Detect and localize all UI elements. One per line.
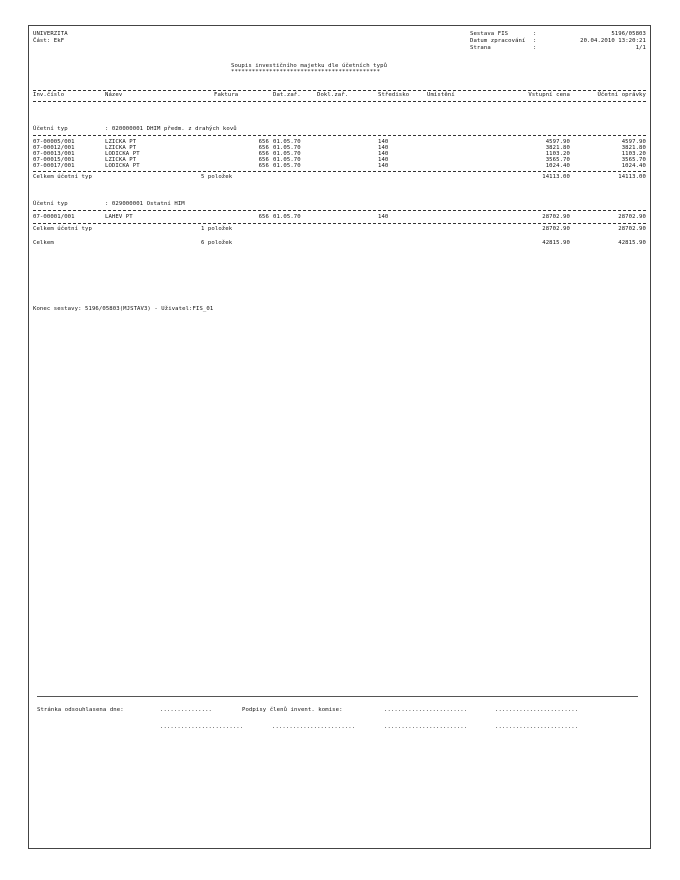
cell-date: 01.05.70 xyxy=(273,145,301,151)
cell-center: 140 xyxy=(378,163,389,169)
cell-invoice: 656 xyxy=(258,151,269,157)
cell-price: 28702.90 xyxy=(542,214,570,220)
cell-price: 3565.70 xyxy=(545,157,570,163)
meta-colon: : xyxy=(533,38,537,44)
end-of-report: Konec sestavy: 5196/05803(MJSTAV3) - Uživatel:FIS_01 xyxy=(33,306,214,312)
grand-total-depr: 42815.90 xyxy=(618,240,646,246)
cell-date: 01.05.70 xyxy=(273,214,301,220)
col-date: Dat.zař. xyxy=(273,92,301,98)
col-doc: Dokl.zař. xyxy=(317,92,349,98)
group-total-label: Celkem účetní typ xyxy=(33,174,92,180)
cell-inv: 07-00005/001 xyxy=(33,139,75,145)
col-location: Umístění xyxy=(427,92,455,98)
header-rule-bottom xyxy=(33,101,646,102)
group-total-rule xyxy=(33,223,646,224)
cell-date: 01.05.70 xyxy=(273,163,301,169)
cell-center: 140 xyxy=(378,139,389,145)
signature-blank: ........................ xyxy=(384,707,468,713)
col-price: Vstupní cena xyxy=(528,92,570,98)
cell-invoice: 656 xyxy=(258,145,269,151)
group-total-count: 5 položek xyxy=(201,174,233,180)
cell-name: LODICKA PT xyxy=(105,163,140,169)
group-total-price: 28702.90 xyxy=(542,226,570,232)
cell-depr: 3565.70 xyxy=(621,157,646,163)
group-code: : 020000001 DHIM předm. z drahých kovů xyxy=(105,126,237,132)
cell-name: LODICKA PT xyxy=(105,151,140,157)
meta-colon: : xyxy=(533,45,537,51)
cell-center: 140 xyxy=(378,145,389,151)
col-depr: Účetní oprávky xyxy=(597,92,646,98)
signature-blank: ........................ xyxy=(384,724,468,730)
cell-inv: 07-00001/001 xyxy=(33,214,75,220)
signature-blank: ........................ xyxy=(272,724,356,730)
cell-depr: 28702.90 xyxy=(618,214,646,220)
cell-depr: 4597.90 xyxy=(621,139,646,145)
grand-total-price: 42815.90 xyxy=(542,240,570,246)
cell-invoice: 656 xyxy=(258,139,269,145)
group-label: Účetní typ xyxy=(33,126,68,132)
cell-inv: 07-00015/001 xyxy=(33,157,75,163)
org-part: Část: EkF xyxy=(33,38,65,44)
cell-invoice: 656 xyxy=(258,157,269,163)
cell-depr: 1103.20 xyxy=(621,151,646,157)
meta-label-page: Strana xyxy=(470,45,491,51)
cell-name: LZICKA PT xyxy=(105,145,137,151)
meta-report-id: 5196/05803 xyxy=(611,31,646,37)
cell-center: 140 xyxy=(378,151,389,157)
cell-center: 140 xyxy=(378,214,389,220)
meta-colon: : xyxy=(533,31,537,37)
cell-price: 1024.40 xyxy=(545,163,570,169)
col-invoice: Faktura xyxy=(214,92,239,98)
cell-name: LZICKA PT xyxy=(105,157,137,163)
approved-label: Stránka odsouhlasena dne: xyxy=(37,707,124,713)
grand-total-count: 6 položek xyxy=(201,240,233,246)
cell-name: LAHEV PT xyxy=(105,214,133,220)
col-center: Středisko xyxy=(378,92,410,98)
cell-name: LZICKA PT xyxy=(105,139,137,145)
group-rule xyxy=(33,210,646,211)
report-title: Soupis investičního majetku dle účetních typů xyxy=(231,63,388,69)
group-code: : 029000001 Ostatní HIM xyxy=(105,201,185,207)
org-name: UNIVERZITA xyxy=(33,31,68,37)
approved-date-blank: ............... xyxy=(160,707,213,713)
group-total-price: 14113.00 xyxy=(542,174,570,180)
cell-date: 01.05.70 xyxy=(273,139,301,145)
cell-price: 4597.90 xyxy=(545,139,570,145)
group-total-depr: 28702.90 xyxy=(618,226,646,232)
col-name: Název xyxy=(105,92,123,98)
meta-label-date: Datum zpracování xyxy=(470,38,526,44)
cell-depr: 1024.40 xyxy=(621,163,646,169)
group-rule xyxy=(33,135,646,136)
grand-total-label: Celkem xyxy=(33,240,54,246)
signatures-label: Podpisy členů invent. komise: xyxy=(242,707,343,713)
meta-page: 1/1 xyxy=(635,45,646,51)
header-rule-top xyxy=(33,90,646,91)
cell-date: 01.05.70 xyxy=(273,157,301,163)
cell-invoice: 656 xyxy=(258,163,269,169)
group-total-depr: 14113.00 xyxy=(618,174,646,180)
signature-blank: ........................ xyxy=(495,707,579,713)
cell-center: 140 xyxy=(378,157,389,163)
report-page xyxy=(28,25,651,849)
cell-invoice: 656 xyxy=(258,214,269,220)
signature-blank: ........................ xyxy=(160,724,244,730)
cell-inv: 07-00017/001 xyxy=(33,163,75,169)
meta-date: 20.04.2010 13:20:21 xyxy=(580,38,646,44)
footer-rule xyxy=(37,696,638,697)
col-inv: Inv.číslo xyxy=(33,92,65,98)
group-total-rule xyxy=(33,171,646,172)
cell-price: 3821.80 xyxy=(545,145,570,151)
cell-inv: 07-00013/001 xyxy=(33,151,75,157)
group-total-count: 1 položek xyxy=(201,226,233,232)
title-underline: ******************************************* xyxy=(231,69,381,75)
signature-blank: ........................ xyxy=(495,724,579,730)
meta-label-report: Sestava FIS xyxy=(470,31,509,37)
group-total-label: Celkem účetní typ xyxy=(33,226,92,232)
cell-date: 01.05.70 xyxy=(273,151,301,157)
cell-inv: 07-00012/001 xyxy=(33,145,75,151)
cell-price: 1103.20 xyxy=(545,151,570,157)
cell-depr: 3821.80 xyxy=(621,145,646,151)
group-label: Účetní typ xyxy=(33,201,68,207)
